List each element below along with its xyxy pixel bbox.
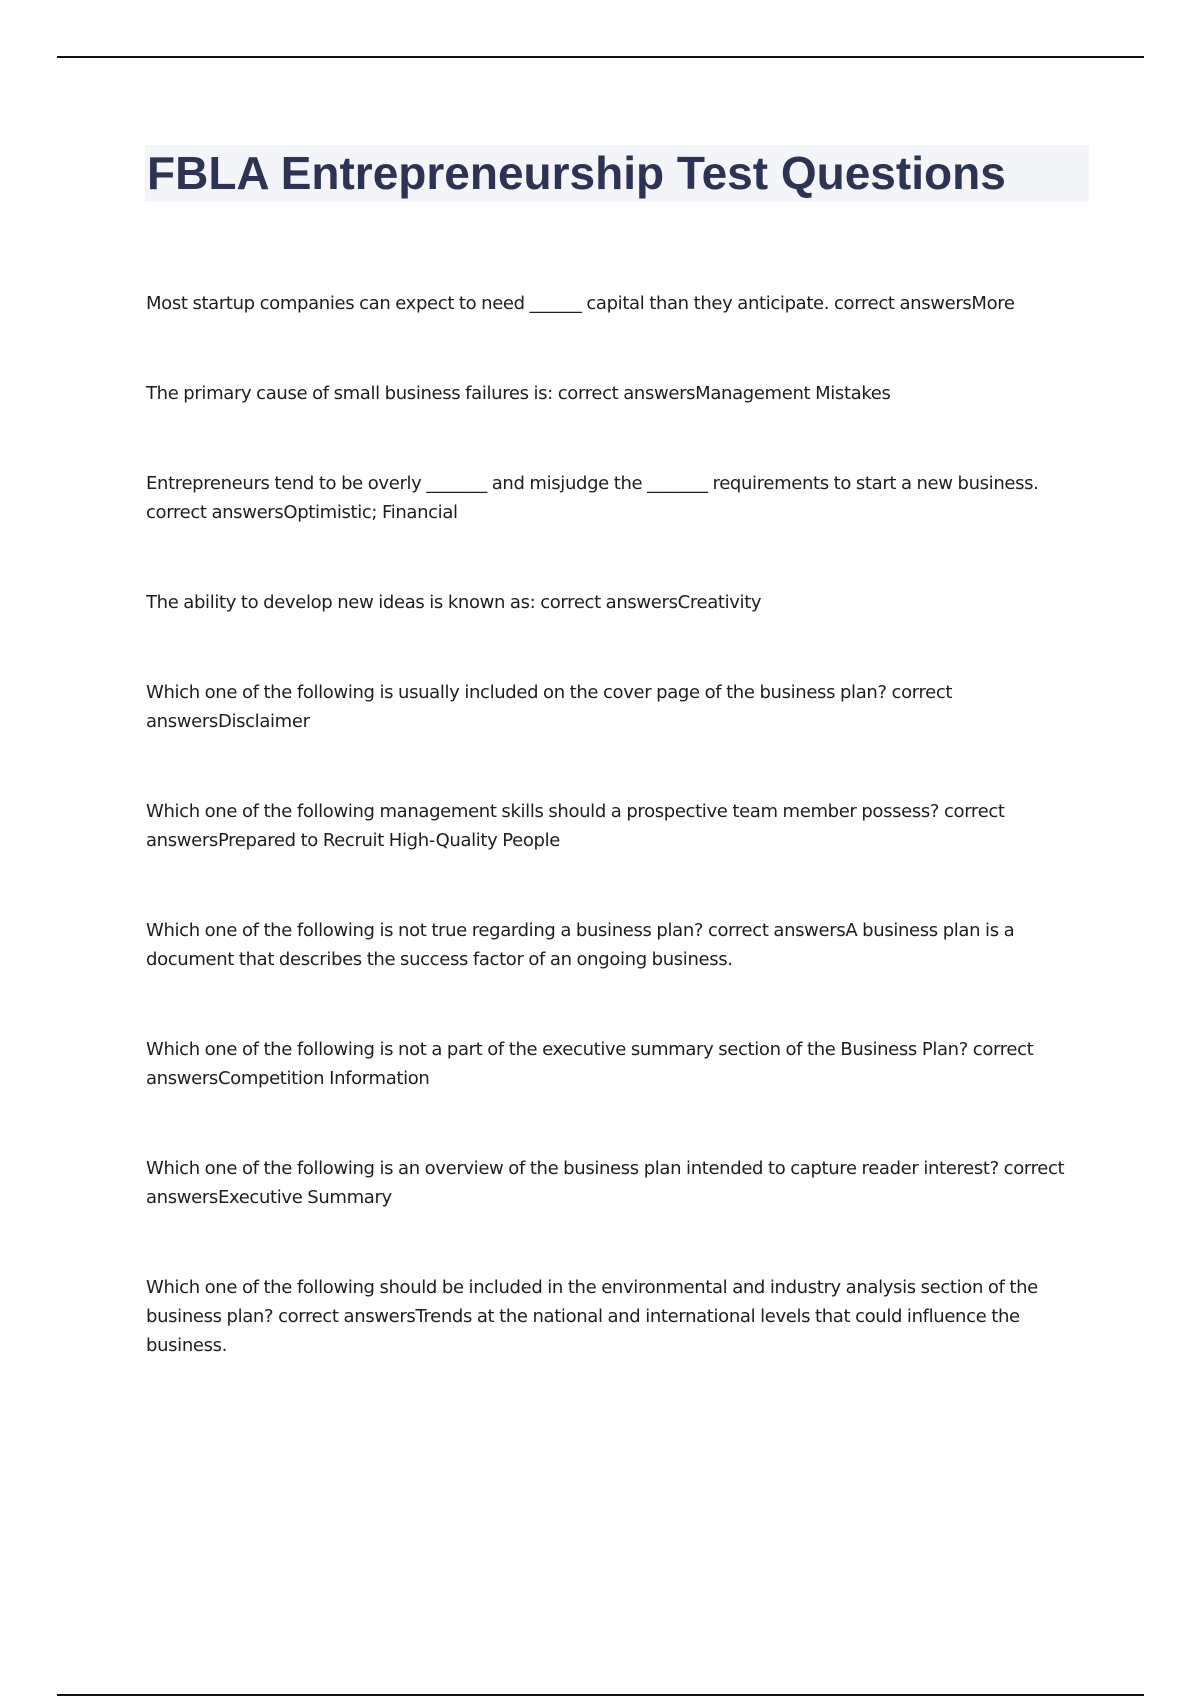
question-item: The ability to develop new ideas is known as: correct answersCreativity	[146, 592, 762, 613]
question-list	[146, 289, 1086, 1421]
question-item: The primary cause of small business failures is: correct answersManagement Mistakes	[146, 383, 891, 404]
question-item: Which one of the following should be included in the environmental and industry analysis section of the business plan? correct answersTrends at the national and international levels that could influence the business.	[146, 1277, 1038, 1356]
question-item: Most startup companies can expect to need ______ capital than they anticipate. correct answersMore	[146, 293, 1015, 314]
title-block	[145, 145, 1089, 202]
footer-divider	[57, 1694, 1144, 1696]
question-item: Which one of the following is usually included on the cover page of the business plan? correct answersDisclaimer	[146, 682, 953, 732]
question-item: Which one of the following is not a part of the executive summary section of the Business Plan? correct answersCompetition Information	[146, 1039, 1034, 1089]
document-title: FBLA Entrepreneurship Test Questions	[147, 147, 1006, 199]
question-item: Entrepreneurs tend to be overly _______ and misjudge the _______ requirements to start a new business. correct answersOptimistic; Financial	[146, 473, 1039, 523]
question-item: Which one of the following is not true regarding a business plan? correct answersA business plan is a document that describes the success factor of an ongoing business.	[146, 920, 1015, 970]
header-divider	[57, 56, 1144, 58]
question-item: Which one of the following is an overview of the business plan intended to capture reader interest? correct answersExecutive Summary	[146, 1158, 1065, 1208]
question-item: Which one of the following management skills should a prospective team member possess? correct answersPrepared to Recruit High-Quality People	[146, 801, 1005, 851]
